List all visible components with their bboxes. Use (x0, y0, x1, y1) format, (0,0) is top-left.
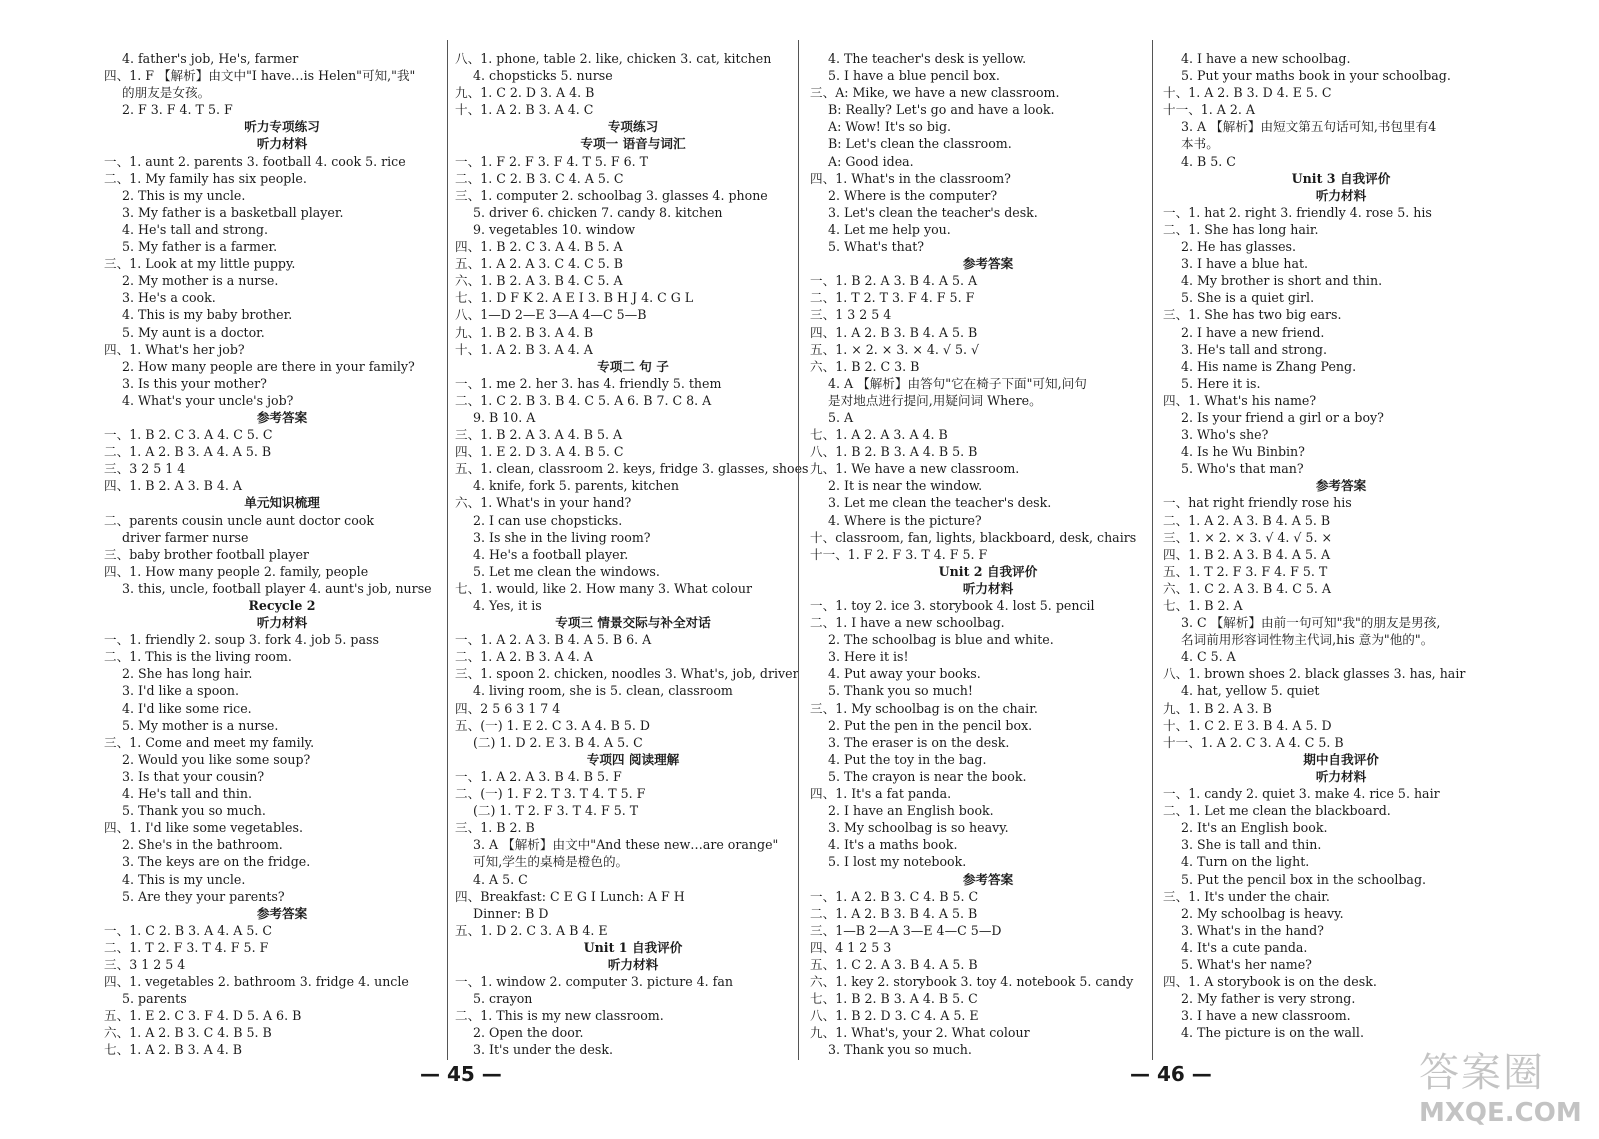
answer-line: 十、1. A 2. B 3. A 4. C (455, 102, 594, 118)
answer-line: 2. The schoolbag is blue and white. (828, 632, 1054, 648)
answer-line: 一、1. hat 2. right 3. friendly 4. rose 5. his (1163, 204, 1432, 220)
answer-line: 3. Let me clean the teacher's desk. (828, 495, 1052, 511)
answer-line: 2. How many people are there in your family? (122, 358, 415, 374)
answer-line: 三、baby brother football player (104, 546, 309, 562)
answer-line: 3. Let's clean the teacher's desk. (828, 204, 1038, 220)
answer-line: 4. knife, fork 5. parents, kitchen (473, 478, 679, 494)
answer-line: (二) 1. T 2. F 3. T 4. F 5. T (473, 803, 639, 819)
answer-line: 五、1. clean, classroom 2. keys, fridge 3. glasses, shoes (455, 461, 809, 477)
answer-line: 3. The eraser is on the desk. (828, 734, 1010, 750)
answer-line: 九、1. B 2. A 3. B (1163, 700, 1272, 716)
answer-line: 4. He's a football player. (473, 546, 629, 562)
answer-line: 5. My mother is a nurse. (122, 717, 279, 733)
answer-line: 4. He's tall and strong. (122, 221, 268, 237)
answer-line: 一、1. A 2. A 3. B 4. A 5. B 6. A (455, 632, 652, 648)
section-heading: 参考答案 (256, 409, 308, 425)
section-heading: 听力材料 (256, 136, 308, 152)
answer-line: 三、1. Look at my little puppy. (104, 256, 296, 272)
answer-line: 4. A 5. C (473, 871, 528, 887)
answer-line: 4. It's a cute panda. (1181, 939, 1308, 955)
answer-line: 七、1. A 2. A 3. A 4. B (810, 427, 948, 443)
answer-line: 3. A 【解析】由文中"And these new…are orange" (473, 837, 779, 853)
section-heading: 听力材料 (256, 615, 308, 631)
section-heading: Unit 3 自我评价 (1291, 170, 1391, 186)
answer-line: 一、1. B 2. C 3. A 4. C 5. C (104, 427, 273, 443)
answer-line: 一、1. A 2. B 3. C 4. B 5. C (810, 888, 979, 904)
answer-line: 3. She is tall and thin. (1181, 837, 1322, 853)
answer-line: 二、1. Let me clean the blackboard. (1163, 803, 1391, 819)
section-heading: 专项练习 (607, 119, 659, 135)
answer-line: 二、(一) 1. F 2. T 3. T 4. T 5. F (455, 786, 646, 802)
answer-line: 5. I lost my notebook. (828, 854, 967, 870)
answer-line: 9. B 10. A (473, 409, 536, 425)
section-heading: Unit 1 自我评价 (583, 939, 683, 955)
answer-line: 2. My schoolbag is heavy. (1181, 905, 1344, 921)
answer-line: 3. C 【解析】由前一句可知"我"的朋友是男孩, (1181, 615, 1441, 631)
answer-line: 三、1. Come and meet my family. (104, 734, 315, 750)
answer-line: 四、1. I'd like some vegetables. (104, 820, 303, 836)
answer-line: 3. He's a cook. (122, 290, 216, 306)
answer-line: 三、1—B 2—A 3—E 4—C 5—D (810, 922, 1002, 938)
answer-line: 十、1. C 2. E 3. B 4. A 5. D (1163, 717, 1332, 733)
answer-line: 3. Is that your cousin? (122, 768, 265, 784)
answer-line: 2. Is your friend a girl or a boy? (1181, 409, 1384, 425)
answer-line: 3. Is this your mother? (122, 375, 267, 391)
answer-line: 3. He's tall and strong. (1181, 341, 1327, 357)
answer-line: A: Good idea. (828, 153, 914, 169)
answer-line: 九、1. C 2. D 3. A 4. B (455, 85, 595, 101)
answer-line: 四、1. B 2. A 3. B 4. A (104, 478, 242, 494)
answer-line: 5. The crayon is near the book. (828, 768, 1027, 784)
page-number-left: — 45 — (420, 1062, 502, 1086)
section-heading: 参考答案 (256, 905, 308, 921)
answer-line: 六、1. C 2. A 3. B 4. C 5. A (1163, 580, 1332, 596)
answer-line: 四、1. B 2. A 3. B 4. A 5. A (1163, 546, 1331, 562)
answer-line: 二、1. T 2. T 3. F 4. F 5. F (810, 290, 975, 306)
answer-line: 十、1. A 2. B 3. A 4. A (455, 341, 593, 357)
section-heading: 听力专项练习 (244, 119, 320, 135)
section-heading: 参考答案 (962, 871, 1014, 887)
answer-line: A: Wow! It's so big. (828, 119, 952, 135)
answer-line: (二) 1. D 2. E 3. B 4. A 5. C (473, 734, 643, 750)
answer-line: 5. A (828, 409, 854, 425)
answer-line: 三、1. My schoolbag is on the chair. (810, 700, 1038, 716)
answer-line: 3. A 【解析】由短文第五句话可知,书包里有4 (1181, 119, 1437, 135)
section-heading: 专项二 句 子 (597, 358, 669, 374)
answer-line: 十一、1. A 2. C 3. A 4. C 5. B (1163, 734, 1344, 750)
answer-line: 4. My brother is short and thin. (1181, 273, 1383, 289)
answer-line: 二、1. This is the living room. (104, 649, 292, 665)
answer-line: 3. I'd like a spoon. (122, 683, 239, 699)
answer-line: 五、1. E 2. C 3. F 4. D 5. A 6. B (104, 1008, 302, 1024)
answer-line: 2. Open the door. (473, 1025, 584, 1041)
answer-line: 3. The keys are on the fridge. (122, 854, 311, 870)
answer-line: 七、1. would, like 2. How many 3. What colour (455, 580, 752, 596)
answer-line: 4. A 【解析】由答句"它在椅子下面"可知,问句 (828, 375, 1087, 391)
answer-line: 三、1. It's under the chair. (1163, 888, 1330, 904)
answer-line: 3. Thank you so much. (828, 1042, 972, 1058)
answer-line: 三、1. computer 2. schoolbag 3. glasses 4. phone (455, 187, 768, 203)
answer-line: 六、1. B 2. A 3. B 4. C 5. A (455, 273, 623, 289)
answer-line: 五、(一) 1. E 2. C 3. A 4. B 5. D (455, 717, 650, 733)
page-number-right: — 46 — (1130, 1062, 1212, 1086)
answer-line: 3. Here it is! (828, 649, 909, 665)
answer-line: 4. His name is Zhang Peng. (1181, 358, 1357, 374)
answer-line: B: Really? Let's go and have a look. (828, 102, 1055, 118)
answer-line: 3. What's in the hand? (1181, 922, 1324, 938)
answer-line: 2. Put the pen in the pencil box. (828, 717, 1033, 733)
answer-line: 4. Is he Wu Binbin? (1181, 444, 1305, 460)
section-heading: 单元知识梳理 (244, 495, 320, 511)
answer-line: 十、classroom, fan, lights, blackboard, desk, chairs (810, 529, 1137, 545)
answer-line: 5. What's her name? (1181, 956, 1312, 972)
answer-line: 4. Let me help you. (828, 221, 951, 237)
answer-line: 六、1. A 2. B 3. C 4. B 5. B (104, 1025, 272, 1041)
answer-line: 四、1. How many people 2. family, people (104, 563, 369, 579)
answer-line: 五、1. T 2. F 3. F 4. F 5. T (1163, 563, 1328, 579)
answer-line: 一、1. F 2. F 3. F 4. T 5. F 6. T (455, 153, 649, 169)
answer-line: 4. Put the toy in the bag. (828, 751, 987, 767)
answer-line: 四、1. What's his name? (1163, 392, 1317, 408)
answer-line: 四、Breakfast: C E G I Lunch: A F H (455, 888, 685, 904)
column-divider (1152, 40, 1153, 1060)
answer-line: 4. Turn on the light. (1181, 854, 1310, 870)
answer-line: 4. living room, she is 5. clean, classroom (473, 683, 733, 699)
answer-line: 三、1. spoon 2. chicken, noodles 3. What's, job, driver (455, 666, 799, 682)
answer-line: 3. My father is a basketball player. (122, 204, 344, 220)
answer-line: 4. Where is the picture? (828, 512, 982, 528)
answer-line: 4. C 5. A (1181, 649, 1236, 665)
answer-line: 九、1. B 2. B 3. A 4. B (455, 324, 594, 340)
answer-line: 5. Put the pencil box in the schoolbag. (1181, 871, 1427, 887)
answer-line: 4. It's a maths book. (828, 837, 958, 853)
answer-line: 2. I have a new friend. (1181, 324, 1325, 340)
answer-line: 5. She is a quiet girl. (1181, 290, 1315, 306)
section-heading: 听力材料 (1315, 187, 1367, 203)
watermark-cn: 答案圈 (1419, 1050, 1545, 1096)
answer-line: 4. He's tall and thin. (122, 786, 253, 802)
answer-line: 3. I have a new classroom. (1181, 1008, 1351, 1024)
section-heading: Recycle 2 (248, 598, 316, 613)
answer-line: 2. I have an English book. (828, 803, 994, 819)
answer-line: 八、1—D 2—E 3—A 4—C 5—B (455, 307, 647, 323)
answer-line: 3. My schoolbag is so heavy. (828, 820, 1009, 836)
answer-line: 五、1. C 2. A 3. B 4. A 5. B (810, 956, 978, 972)
answer-line: 5. parents (122, 991, 187, 1007)
column-divider (447, 40, 448, 1060)
answer-line: 七、1. D F K 2. A E I 3. B H J 4. C G L (455, 290, 694, 306)
answer-line: 四、1. What's her job? (104, 341, 245, 357)
answer-line: 三、3 2 5 1 4 (104, 461, 186, 477)
answer-line: 八、1. B 2. B 3. A 4. B 5. B (810, 444, 978, 460)
answer-line: 2. She has long hair. (122, 666, 253, 682)
answer-line: 的朋友是女孩。 (122, 85, 211, 101)
answer-line: 9. vegetables 10. window (473, 221, 636, 237)
column-3 (810, 50, 1166, 1059)
answer-line: 四、4 1 2 5 3 (810, 939, 892, 955)
answer-line: 二、1. C 2. B 3. B 4. C 5. A 6. B 7. C 8. A (455, 392, 712, 408)
answer-line: 三、1 3 2 5 4 (810, 307, 892, 323)
answer-line: 一、1. toy 2. ice 3. storybook 4. lost 5. pencil (810, 598, 1095, 613)
answer-line: 2. Would you like some soup? (122, 751, 311, 767)
answer-line: 六、1. B 2. C 3. B (810, 358, 920, 374)
answer-line: 5. Thank you so much. (122, 803, 266, 819)
answer-line: 三、1. × 2. × 3. √ 4. √ 5. × (1163, 529, 1333, 545)
answer-line: 是对地点进行提问,用疑问词 Where。 (828, 392, 1042, 408)
answer-line: Dinner: B D (473, 905, 549, 921)
answer-line: 4. This is my baby brother. (122, 307, 293, 323)
answer-line: 六、1. What's in your hand? (455, 495, 632, 511)
answer-line: 4. father's job, He's, farmer (122, 51, 299, 66)
answer-line: 4. hat, yellow 5. quiet (1181, 683, 1320, 699)
column-4 (1163, 50, 1519, 1041)
answer-line: 本书。 (1181, 136, 1219, 152)
answer-line: 一、hat right friendly rose his (1163, 495, 1352, 511)
answer-line: 5. What's that? (828, 239, 925, 255)
answer-line: 4. I have a new schoolbag. (1181, 51, 1351, 66)
answer-line: 二、1. She has long hair. (1163, 221, 1319, 237)
answer-line: 2. This is my uncle. (122, 187, 246, 203)
answer-line: 四、1. B 2. C 3. A 4. B 5. A (455, 239, 623, 255)
answer-line: 六、1. key 2. storybook 3. toy 4. notebook 5. candy (810, 974, 1134, 990)
answer-line: 5. My father is a farmer. (122, 239, 278, 255)
answer-line: 二、1. A 2. B 3. A 4. A 5. B (104, 444, 272, 460)
answer-line: 一、1. me 2. her 3. has 4. friendly 5. them (455, 375, 722, 391)
answer-line: 3. I have a blue hat. (1181, 256, 1309, 272)
answer-line: 5. crayon (473, 991, 533, 1007)
answer-line: 3. this, uncle, football player 4. aunt's job, nurse (122, 580, 432, 596)
answer-line: 四、1. A storybook is on the desk. (1163, 974, 1377, 990)
answer-line: 4. chopsticks 5. nurse (473, 68, 613, 84)
answer-line: driver farmer nurse (122, 529, 249, 545)
answer-line: 二、1. A 2. B 3. B 4. A 5. B (810, 905, 978, 921)
answer-line: 4. The picture is on the wall. (1181, 1025, 1364, 1041)
answer-line: 四、1. vegetables 2. bathroom 3. fridge 4. uncle (104, 974, 409, 990)
answer-line: 三、1. She has two big ears. (1163, 307, 1342, 323)
answer-line: 十一、1. A 2. A (1163, 102, 1256, 118)
section-heading: Unit 2 自我评价 (938, 563, 1038, 579)
answer-line: 一、1. A 2. A 3. B 4. B 5. F (455, 768, 622, 784)
answer-line: 3. It's under the desk. (473, 1042, 613, 1058)
answer-line: 5. Thank you so much! (828, 683, 973, 699)
answer-line: 四、2 5 6 3 1 7 4 (455, 700, 561, 716)
answer-line: 2. It is near the window. (828, 478, 983, 494)
answer-line: 5. Put your maths book in your schoolbag. (1181, 68, 1451, 84)
answer-line: 十一、1. F 2. F 3. T 4. F 5. F (810, 546, 988, 562)
watermark-en: MXQE.COM (1419, 1098, 1582, 1128)
answer-line: 5. driver 6. chicken 7. candy 8. kitchen (473, 204, 723, 220)
answer-line: 3. Who's she? (1181, 427, 1269, 443)
answer-line: 二、parents cousin uncle aunt doctor cook (104, 512, 374, 528)
answer-line: 5. Are they your parents? (122, 888, 285, 904)
answer-line: 四、1. It's a fat panda. (810, 786, 952, 802)
answer-line: 十、1. A 2. B 3. D 4. E 5. C (1163, 85, 1332, 101)
answer-line: 一、1. C 2. B 3. A 4. A 5. C (104, 922, 273, 938)
answer-line: 2. I can use chopsticks. (473, 512, 623, 528)
answer-line: 4. The teacher's desk is yellow. (828, 51, 1027, 66)
answer-line: 2. My father is very strong. (1181, 991, 1356, 1007)
section-heading: 听力材料 (607, 956, 659, 972)
answer-line: 2. It's an English book. (1181, 820, 1328, 836)
answer-line: 三、3 1 2 5 4 (104, 956, 186, 972)
answer-line: 4. This is my uncle. (122, 871, 246, 887)
answer-line: 二、1. T 2. F 3. T 4. F 5. F (104, 939, 269, 955)
answer-line: 一、1. aunt 2. parents 3. football 4. cook 5. rice (104, 153, 406, 169)
answer-line: 二、1. A 2. B 3. A 4. A (455, 649, 593, 665)
answer-line: 5. Here it is. (1181, 375, 1261, 391)
answer-line: 七、1. B 2. B 3. A 4. B 5. C (810, 991, 978, 1007)
answer-line: 九、1. What's, your 2. What colour (810, 1025, 1030, 1041)
answer-line: 一、1. window 2. computer 3. picture 4. fan (455, 974, 733, 990)
answer-line: 2. Where is the computer? (828, 187, 998, 203)
section-heading: 专项四 阅读理解 (586, 751, 680, 767)
answer-line: 4. Put away your books. (828, 666, 981, 682)
section-heading: 专项三 情景交际与补全对话 (555, 615, 711, 631)
answer-line: 二、1. C 2. B 3. C 4. A 5. C (455, 170, 624, 186)
answer-line: 3. Is she in the living room? (473, 529, 651, 545)
answer-line: 五、1. A 2. A 3. C 4. C 5. B (455, 256, 624, 272)
answer-line: 二、1. My family has six people. (104, 170, 307, 186)
answer-line: 名词前用形容词性物主代词,his 意为"他的"。 (1181, 632, 1434, 648)
answer-line: 4. I'd like some rice. (122, 700, 252, 716)
answer-line: 八、1. brown shoes 2. black glasses 3. has, hair (1163, 666, 1466, 682)
section-heading: 期中自我评价 (1303, 751, 1379, 767)
answer-line: 四、1. F 【解析】由文中"I have…is Helen"可知,"我" (104, 68, 416, 84)
watermark-logo (1419, 1041, 1582, 1131)
answer-line: 九、1. We have a new classroom. (810, 461, 1020, 477)
answer-line: 5. I have a blue pencil box. (828, 68, 1000, 84)
answer-line: 5. Who's that man? (1181, 461, 1304, 477)
section-heading: 听力材料 (1315, 768, 1367, 784)
answer-line: 八、1. B 2. D 3. C 4. A 5. E (810, 1008, 979, 1024)
section-heading: 专项一 语音与词汇 (580, 136, 686, 152)
answer-line: 2. She's in the bathroom. (122, 837, 283, 853)
answer-line: 七、1. A 2. B 3. A 4. B (104, 1042, 242, 1058)
answer-line: 四、1. A 2. B 3. B 4. A 5. B (810, 324, 978, 340)
column-divider (798, 40, 799, 1060)
answer-line: 三、1. B 2. A 3. A 4. B 5. A (455, 427, 623, 443)
answer-line: 三、A: Mike, we have a new classroom. (810, 85, 1060, 101)
answer-line: 4. What's your uncle's job? (122, 392, 294, 408)
answer-line: 可知,学生的桌椅是橙色的。 (473, 854, 629, 870)
answer-line: 四、1. What's in the classroom? (810, 170, 1011, 186)
answer-line: 八、1. phone, table 2. like, chicken 3. cat, kitchen (455, 51, 772, 66)
section-heading: 参考答案 (962, 256, 1014, 272)
answer-line: 三、1. B 2. B (455, 820, 535, 836)
section-heading: 参考答案 (1315, 478, 1367, 494)
answer-line: 2. He has glasses. (1181, 239, 1296, 255)
answer-line: 五、1. D 2. C 3. A B 4. E (455, 922, 608, 938)
answer-line: 七、1. B 2. A (1163, 598, 1243, 613)
answer-line: 二、1. This is my new classroom. (455, 1008, 664, 1024)
column-2 (455, 50, 811, 1059)
answer-line: 二、1. I have a new schoolbag. (810, 615, 1005, 631)
answer-line: 四、1. E 2. D 3. A 4. B 5. C (455, 444, 624, 460)
answer-line: 二、1. A 2. A 3. B 4. A 5. B (1163, 512, 1331, 528)
answer-line: 2. My mother is a nurse. (122, 273, 279, 289)
answer-line: 4. Yes, it is (473, 598, 542, 613)
section-heading: 听力材料 (962, 580, 1014, 596)
answer-line: B: Let's clean the classroom. (828, 136, 1012, 152)
answer-line: 一、1. candy 2. quiet 3. make 4. rice 5. hair (1163, 786, 1440, 802)
answer-line: 4. B 5. C (1181, 153, 1236, 169)
answer-line: 5. My aunt is a doctor. (122, 324, 265, 340)
answer-line: 一、1. friendly 2. soup 3. fork 4. job 5. pass (104, 632, 379, 648)
answer-line: 2. F 3. F 4. T 5. F (122, 102, 233, 118)
answer-line: 一、1. B 2. A 3. B 4. A 5. A (810, 273, 978, 289)
column-1 (104, 50, 460, 1059)
answer-line: 五、1. × 2. × 3. × 4. √ 5. √ (810, 341, 980, 357)
answer-line: 5. Let me clean the windows. (473, 563, 660, 579)
